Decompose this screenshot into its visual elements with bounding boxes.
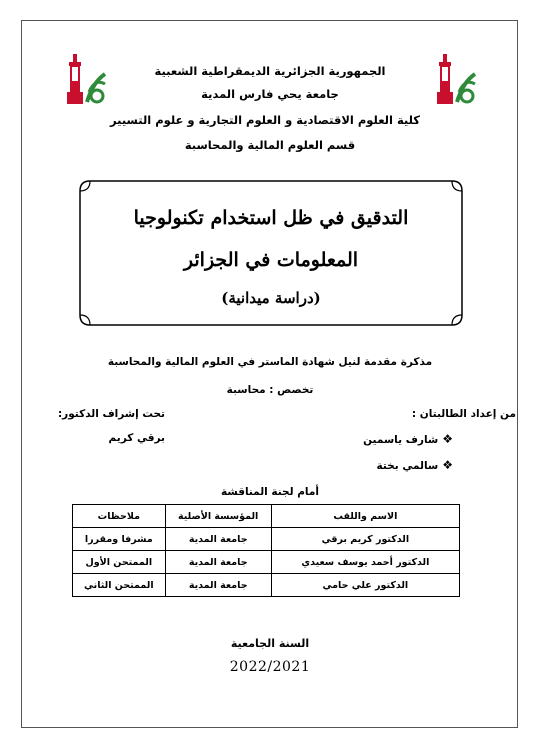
university-name: جامعة يحي فارس المدية <box>201 87 339 101</box>
academic-year: 2022/2021 <box>229 659 311 675</box>
member-name: الدكتور كريم برقي <box>271 528 459 551</box>
faculty-name: كلية العلوم الاقتصادية و العلوم التجارية و علوم التسيير <box>110 113 420 127</box>
member-name: الدكتور علي حامي <box>271 574 459 597</box>
university-logo-right <box>433 52 479 106</box>
member-institution: جامعة المدية <box>165 551 271 574</box>
member-institution: جامعة المدية <box>165 574 271 597</box>
memo-description: مذكرة مقدمة لنيل شهادة الماستر في العلوم المالية والمحاسبة <box>107 356 433 368</box>
student-name-1: ❖شارف ياسمين <box>363 432 453 446</box>
member-name: الدكتور أحمد يوسف سعيدي <box>271 551 459 574</box>
header-institution: المؤسسة الأصلية <box>165 505 271 528</box>
republic-name: الجمهورية الجزائرية الديمقراطية الشعبية <box>154 64 386 78</box>
academic-year-label: السنة الجامعية <box>230 637 310 650</box>
thesis-subtitle: (دراسة ميدانية) <box>221 289 321 307</box>
thesis-title-line-2: المعلومات في الجزائر <box>183 249 359 271</box>
table-row <box>73 551 460 574</box>
specialty: تخصص : محاسبة <box>226 384 314 396</box>
committee-label: أمام لجنة المناقشة <box>221 486 319 498</box>
table-row <box>73 528 460 551</box>
university-logo-left <box>63 52 109 106</box>
member-institution: جامعة المدية <box>165 528 271 551</box>
table-row <box>73 574 460 597</box>
supervisor-name: برقي كريم <box>108 432 165 444</box>
member-role: الممتحن الأول <box>73 551 166 574</box>
committee-table <box>72 504 460 597</box>
header-name: الاسم واللقب <box>271 505 459 528</box>
students-label: من إعداد الطالبتان : <box>411 408 516 420</box>
diamond-bullet-icon: ❖ <box>442 458 453 472</box>
supervisor-label: تحت إشراف الدكتور: <box>57 408 165 420</box>
student-name-2: ❖سالمي بختة <box>376 458 453 472</box>
department-name: قسم العلوم المالية والمحاسبة <box>184 138 356 152</box>
diamond-bullet-icon: ❖ <box>442 432 453 446</box>
table-header-row <box>73 505 460 528</box>
thesis-title-line-1: التدقيق في ظل استخدام تكنولوجيا <box>133 207 409 229</box>
member-role: الممتحن الثاني <box>73 574 166 597</box>
member-role: مشرفا ومقررا <box>73 528 166 551</box>
header-notes: ملاحظات <box>73 505 166 528</box>
